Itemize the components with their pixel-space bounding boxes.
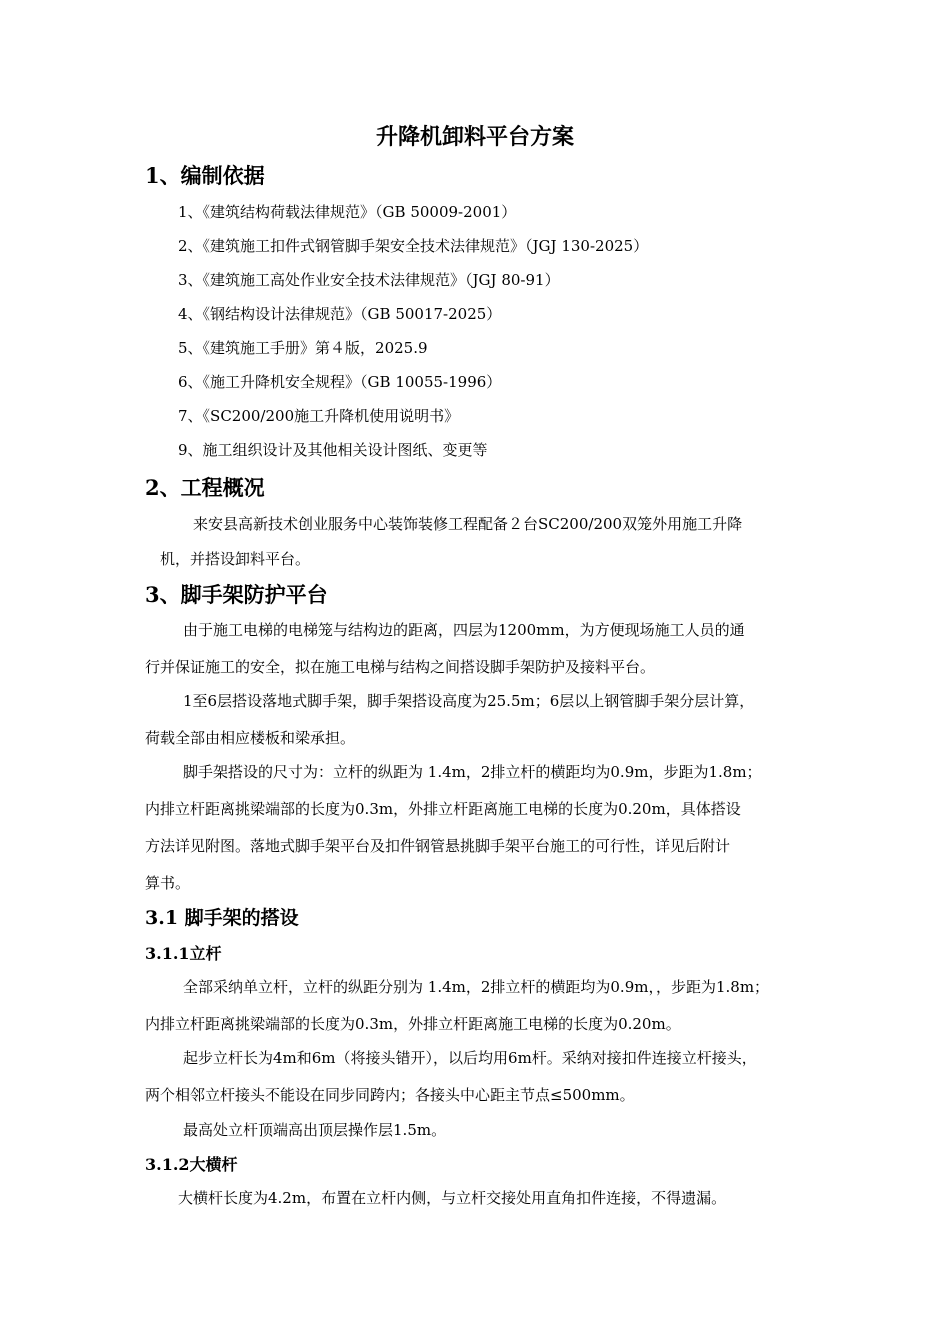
paragraph-line: 由于施工电梯的电梯笼与结构边的距离，四层为1200mm，为方便现场施工人员的通	[183, 621, 745, 639]
section-1-heading: 1、编制依据	[145, 163, 265, 188]
reference-item: 7、《SC200/200施工升降机使用说明书》	[178, 407, 460, 425]
reference-item: 3、《建筑施工高处作业安全技术法律规范》（JGJ 80-91）	[178, 271, 560, 289]
reference-item: 2、《建筑施工扣件式钢管脚手架安全技术法律规范》（JGJ 130-2025）	[178, 237, 649, 255]
paragraph-line: 最高处立杆顶端高出顶层操作层1.5m。	[183, 1121, 447, 1139]
paragraph-line: 机，并搭设卸料平台。	[160, 550, 311, 568]
reference-item: 5、《建筑施工手册》第４版，2025.9	[178, 339, 428, 357]
section-3-heading: 3、脚手架防护平台	[145, 582, 328, 607]
reference-item: 9、施工组织设计及其他相关设计图纸、变更等	[178, 441, 488, 459]
paragraph-line: 起步立杆长为4m和6m（将接头错开），以后均用6m杆。采纳对接扣件连接立杆接头，	[183, 1049, 757, 1067]
subsection-3-1-2-heading: 3.1.2大横杆	[145, 1155, 238, 1174]
paragraph-line: 1至6层搭设落地式脚手架，脚手架搭设高度为25.5m；6层以上钢管脚手架分层计算，	[183, 692, 755, 710]
paragraph-line: 来安县高新技术创业服务中心装饰装修工程配备２台SC200/200双笼外用施工升降	[193, 515, 743, 533]
section-2-heading: 2、工程概况	[145, 475, 265, 500]
paragraph-line: 两个相邻立杆接头不能设在同步同跨内；各接头中心距主节点≤500mm。	[145, 1086, 635, 1104]
paragraph-line: 算书。	[145, 874, 191, 892]
paragraph-line: 大横杆长度为4.2m，布置在立杆内侧，与立杆交接处用直角扣件连接，不得遗漏。	[178, 1189, 727, 1207]
subsection-3-1-1-heading: 3.1.1立杆	[145, 944, 222, 963]
paragraph-line: 荷载全部由相应楼板和梁承担。	[145, 729, 356, 747]
paragraph-line: 内排立杆距离挑梁端部的长度为0.3m，外排立杆距离施工电梯的长度为0.20m，具体搭设	[145, 800, 741, 818]
paragraph-line: 脚手架搭设的尺寸为：立杆的纵距为 1.4m，2排立杆的横距均为0.9m，步距为1.8m；	[183, 763, 762, 781]
reference-item: 1、《建筑结构荷载法律规范》（GB 50009-2001）	[178, 203, 517, 221]
reference-item: 6、《施工升降机安全规程》（GB 10055-1996）	[178, 373, 502, 391]
reference-item: 4、《钢结构设计法律规范》（GB 50017-2025）	[178, 305, 502, 323]
page-title: 升降机卸料平台方案	[375, 124, 574, 150]
subsection-3-1-heading: 3.1 脚手架的搭设	[145, 907, 299, 929]
paragraph-line: 方法详见附图。落地式脚手架平台及扣件钢管悬挑脚手架平台施工的可行性，详见后附计	[145, 837, 731, 855]
paragraph-line: 全部采纳单立杆，立杆的纵距分别为 1.4m，2排立杆的横距均为0.9m，，步距为1.8m；	[183, 978, 770, 996]
paragraph-line: 内排立杆距离挑梁端部的长度为0.3m，外排立杆距离施工电梯的长度为0.20m。	[145, 1015, 681, 1033]
paragraph-line: 行并保证施工的安全，拟在施工电梯与结构之间搭设脚手架防护及接料平台。	[145, 658, 656, 676]
